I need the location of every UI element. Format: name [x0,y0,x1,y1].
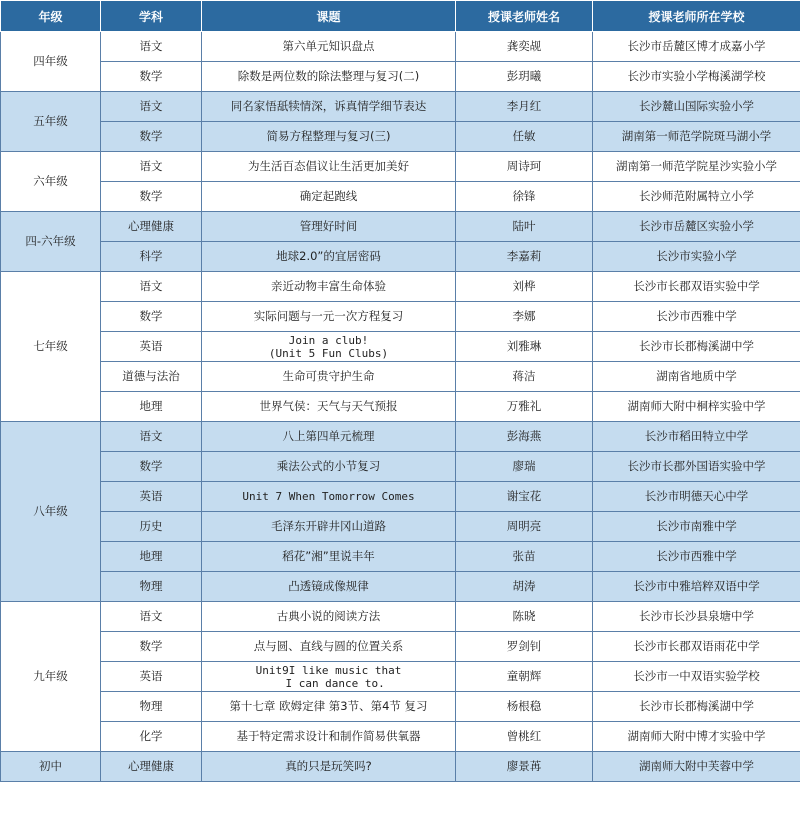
subject-cell: 英语 [101,332,202,362]
topic-cell: 同名家悟舐犊情深，诉真情学细节表达 [202,92,456,122]
header-grade: 年级 [1,1,101,32]
school-cell: 长沙市实验小学梅溪湖学校 [593,62,800,92]
table-row [1,692,800,722]
teacher-cell: 彭海燕 [456,422,593,452]
table-row [1,632,800,662]
header-teacher: 授课老师姓名 [456,1,593,32]
topic-cell: 凸透镜成像规律 [202,572,456,602]
subject-cell: 科学 [101,242,202,272]
topic-cell: 第六单元知识盘点 [202,32,456,62]
table-row [1,242,800,272]
school-cell: 长沙市一中双语实验学校 [593,662,800,692]
teacher-cell: 刘雅琳 [456,332,593,362]
table-row [1,662,800,692]
school-cell: 长沙师范附属特立小学 [593,182,800,212]
teacher-cell: 周明亮 [456,512,593,542]
table-row [1,32,800,62]
teacher-cell: 陈晓 [456,602,593,632]
topic-cell: 八上第四单元梳理 [202,422,456,452]
header-subject: 学科 [101,1,202,32]
table-row [1,62,800,92]
teacher-cell: 廖瑞 [456,452,593,482]
table-row [1,332,800,362]
header-topic: 课题 [202,1,456,32]
subject-cell: 心理健康 [101,752,202,782]
topic-cell: 生命可贵守护生命 [202,362,456,392]
school-cell: 长沙市中雅培粹双语中学 [593,572,800,602]
table-row [1,422,800,452]
grade-cell: 五年级 [1,92,101,152]
table-row [1,392,800,422]
subject-cell: 数学 [101,122,202,152]
teacher-cell: 杨根稳 [456,692,593,722]
topic-cell: 实际问题与一元一次方程复习 [202,302,456,332]
subject-cell: 历史 [101,512,202,542]
school-cell: 长沙市西雅中学 [593,302,800,332]
subject-cell: 心理健康 [101,212,202,242]
grade-cell: 七年级 [1,272,101,422]
subject-cell: 化学 [101,722,202,752]
grade-cell: 八年级 [1,422,101,602]
teacher-cell: 周诗珂 [456,152,593,182]
teacher-cell: 谢宝花 [456,482,593,512]
teacher-cell: 龚奕觇 [456,32,593,62]
subject-cell: 道德与法治 [101,362,202,392]
teacher-cell: 张苗 [456,542,593,572]
school-cell: 长沙市南雅中学 [593,512,800,542]
teacher-cell: 罗剑钊 [456,632,593,662]
topic-cell: 亲近动物丰富生命体验 [202,272,456,302]
header-school: 授课老师所在学校 [593,1,800,32]
grade-cell: 初中 [1,752,101,782]
subject-cell: 数学 [101,632,202,662]
table-row [1,362,800,392]
table-row [1,752,800,782]
school-cell: 湖南第一师范学院星沙实验小学 [593,152,800,182]
table-row [1,602,800,632]
table-row [1,272,800,302]
school-cell: 湖南第一师范学院斑马湖小学 [593,122,800,152]
school-cell: 长沙市明德天心中学 [593,482,800,512]
subject-cell: 数学 [101,182,202,212]
topic-cell: 乘法公式的小节复习 [202,452,456,482]
teacher-cell: 李月红 [456,92,593,122]
topic-cell: 点与圆、直线与圆的位置关系 [202,632,456,662]
grade-cell: 四年级 [1,32,101,92]
grade-cell: 四-六年级 [1,212,101,272]
subject-cell: 语文 [101,602,202,632]
teacher-cell: 万雅礼 [456,392,593,422]
subject-cell: 语文 [101,272,202,302]
subject-cell: 数学 [101,452,202,482]
topic-cell: 古典小说的阅读方法 [202,602,456,632]
school-cell: 长沙市长郡双语实验中学 [593,272,800,302]
topic-cell: 简易方程整理与复习(三) [202,122,456,152]
teacher-cell: 廖景苒 [456,752,593,782]
topic-cell: 地球2.0”的宜居密码 [202,242,456,272]
topic-cell: 真的只是玩笑吗? [202,752,456,782]
school-cell: 长沙市长郡梅溪湖中学 [593,692,800,722]
school-cell: 长沙市实验小学 [593,242,800,272]
subject-cell: 英语 [101,482,202,512]
header-row [1,1,800,32]
teacher-cell: 刘桦 [456,272,593,302]
school-cell: 长沙市西雅中学 [593,542,800,572]
teacher-cell: 陆叶 [456,212,593,242]
school-cell: 长沙市岳麓区博才成嘉小学 [593,32,800,62]
subject-cell: 语文 [101,422,202,452]
topic-cell: 除数是两位数的除法整理与复习(二) [202,62,456,92]
grade-cell: 六年级 [1,152,101,212]
school-cell: 长沙市稻田特立中学 [593,422,800,452]
school-cell: 长沙麓山国际实验小学 [593,92,800,122]
table-row [1,542,800,572]
subject-cell: 物理 [101,692,202,722]
school-cell: 长沙市长郡外国语实验中学 [593,452,800,482]
topic-cell: Unit 7 When Tomorrow Comes [202,482,456,512]
school-cell: 长沙市长郡双语雨花中学 [593,632,800,662]
table-row [1,512,800,542]
grade-cell: 九年级 [1,602,101,752]
topic-cell: 稻花”湘”里说丰年 [202,542,456,572]
subject-cell: 数学 [101,302,202,332]
teacher-cell: 徐锋 [456,182,593,212]
table-row [1,182,800,212]
topic-cell: 基于特定需求设计和制作简易供氧器 [202,722,456,752]
school-cell: 湖南师大附中桐梓实验中学 [593,392,800,422]
teacher-cell: 李嘉莉 [456,242,593,272]
school-cell: 湖南省地质中学 [593,362,800,392]
table-body [1,32,800,782]
subject-cell: 物理 [101,572,202,602]
school-cell: 湖南师大附中芙蓉中学 [593,752,800,782]
table-row [1,482,800,512]
subject-cell: 地理 [101,392,202,422]
subject-cell: 地理 [101,542,202,572]
topic-cell: 毛泽东开辟井冈山道路 [202,512,456,542]
subject-cell: 数学 [101,62,202,92]
teacher-cell: 彭玥曦 [456,62,593,92]
topic-cell: 确定起跑线 [202,182,456,212]
topic-cell: 世界气侯：天气与天气预报 [202,392,456,422]
topic-cell: 管理好时间 [202,212,456,242]
teacher-cell: 童朝辉 [456,662,593,692]
teacher-cell: 蒋洁 [456,362,593,392]
table-row [1,572,800,602]
topic-cell: Join a club! (Unit 5 Fun Clubs) [202,332,456,362]
school-cell: 长沙市长郡梅溪湖中学 [593,332,800,362]
topic-cell: Unit9I like music that I can dance to. [202,662,456,692]
subject-cell: 语文 [101,32,202,62]
teacher-cell: 李娜 [456,302,593,332]
school-cell: 湖南师大附中博才实验中学 [593,722,800,752]
table-row [1,152,800,182]
teacher-cell: 曾桃红 [456,722,593,752]
table-row [1,452,800,482]
table-row [1,212,800,242]
school-cell: 长沙市长沙县泉塘中学 [593,602,800,632]
subject-cell: 语文 [101,152,202,182]
teacher-cell: 任敏 [456,122,593,152]
subject-cell: 语文 [101,92,202,122]
table-row [1,92,800,122]
table-row [1,122,800,152]
teacher-cell: 胡涛 [456,572,593,602]
table-row [1,722,800,752]
topic-cell: 第十七章 欧姆定律 第3节、第4节 复习 [202,692,456,722]
topic-cell: 为生活百态倡议让生活更加美好 [202,152,456,182]
subject-cell: 英语 [101,662,202,692]
table-row [1,302,800,332]
school-cell: 长沙市岳麓区实验小学 [593,212,800,242]
